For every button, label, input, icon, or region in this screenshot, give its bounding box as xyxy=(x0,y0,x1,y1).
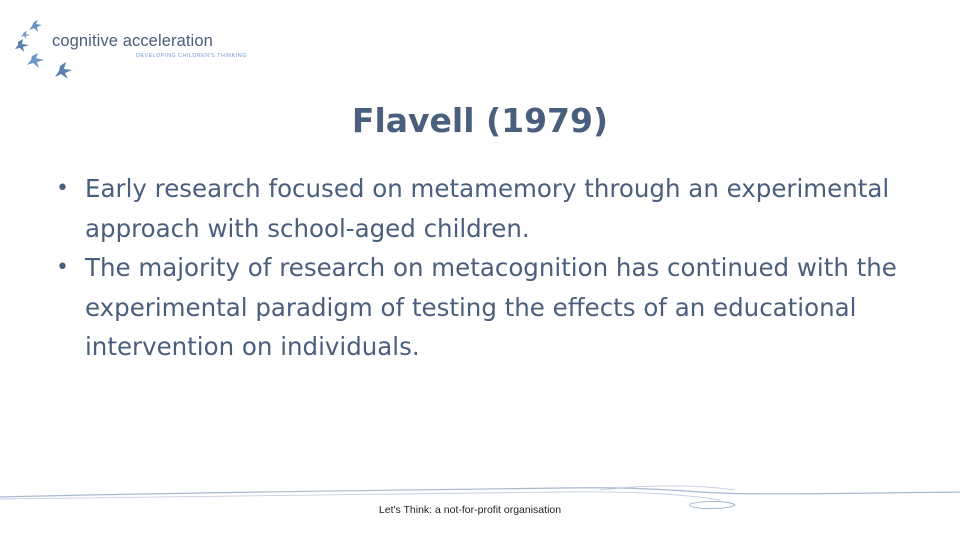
slide-title-text: Flavell (1979) xyxy=(351,101,609,140)
bullet-text: The majority of research on metacognition has continued with the experimental paradigm of testing the effects of an educational intervention on individuals. xyxy=(85,253,897,361)
logo-tagline: DEVELOPING CHILDREN'S THINKING xyxy=(136,53,247,59)
bullet-marker: • xyxy=(56,176,69,201)
footer-text: Let's Think: a not-for-profit organisation xyxy=(378,504,562,516)
logo xyxy=(14,18,304,86)
bullet-item xyxy=(56,248,936,367)
slide-title xyxy=(0,101,960,140)
birds-icon xyxy=(14,18,94,86)
bullet-item xyxy=(56,169,936,248)
bullet-text: Early research focused on metamemory through an experimental approach with school-aged children. xyxy=(85,174,890,243)
logo-name: cognitive acceleration xyxy=(52,32,213,50)
bullet-marker: • xyxy=(56,255,69,280)
bullet-list xyxy=(56,169,936,367)
